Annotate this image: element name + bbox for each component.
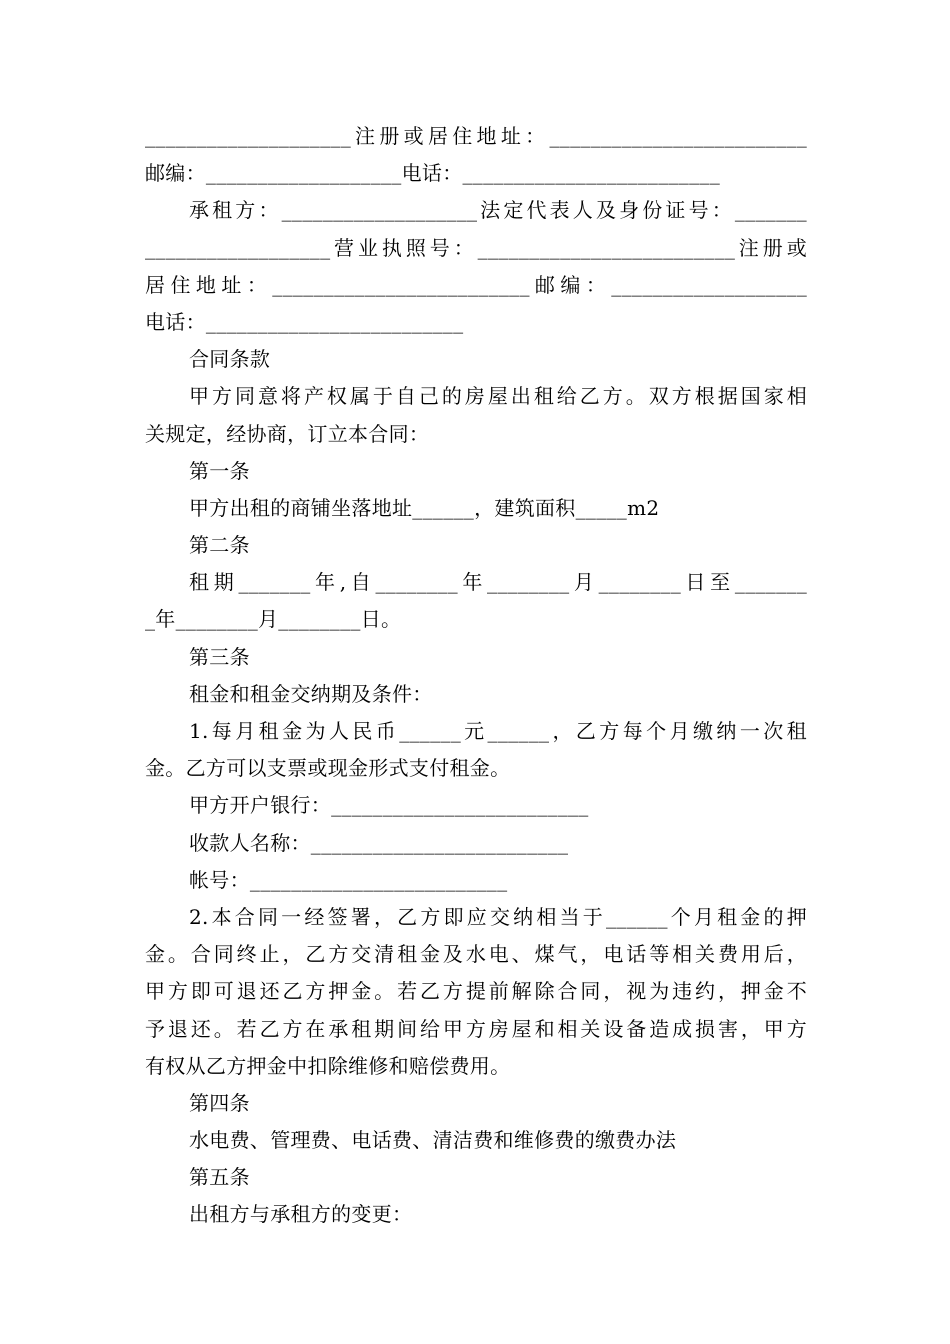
text-line: 租金和租金交纳期及条件： xyxy=(189,681,433,706)
document-body xyxy=(145,118,807,1234)
text-line: 合同条款 xyxy=(189,347,271,372)
text-line: 承租方：___________________法定代表人及身份证号：_______ xyxy=(189,198,807,223)
text-line: 帐号：_________________________ xyxy=(189,867,508,892)
text-line: 甲方出租的商铺坐落地址______，建筑面积_____m2 xyxy=(189,495,660,520)
text-line: 出租方与承租方的变更： xyxy=(189,1202,413,1227)
text-line: 1.每月租金为人民币______元______，乙方每个月缴纳一次租 xyxy=(189,719,807,743)
text-line: 金。合同终止，乙方交清租金及水电、煤气，电话等相关费用后， xyxy=(145,942,807,967)
text-line: 2.本合同一经签署，乙方即应交纳相当于______个月租金的押 xyxy=(189,904,807,929)
text-line: 水电费、管理费、电话费、清洁费和维修费的缴费办法 xyxy=(189,1128,677,1153)
text-line: 第一条 xyxy=(189,458,250,483)
text-line: 第二条 xyxy=(189,533,250,558)
document-page xyxy=(145,118,807,1234)
text-line: 予退还。若乙方在承租期间给甲方房屋和相关设备造成损害，甲方 xyxy=(145,1016,807,1041)
text-line: 第三条 xyxy=(189,644,250,669)
text-line: 租期_______年,自________年________月________日至_______ xyxy=(189,570,807,595)
text-line: 电话：_________________________ xyxy=(145,309,464,334)
text-line: _年________月________日。 xyxy=(145,607,402,632)
text-line: 第五条 xyxy=(189,1165,250,1190)
text-line: 邮编：___________________电话：_________________________ xyxy=(145,161,720,186)
text-line: 有权从乙方押金中扣除维修和赔偿费用。 xyxy=(145,1053,511,1078)
text-line: 金。乙方可以支票或现金形式支付租金。 xyxy=(145,756,511,781)
text-line: __________________营业执照号：_________________________注册或 xyxy=(145,235,807,260)
text-line: 甲方开户银行：_________________________ xyxy=(189,793,589,818)
text-line: ____________________注册或居住地址：_________________________ xyxy=(145,124,807,148)
text-line: 关规定，经协商，订立本合同： xyxy=(145,421,430,446)
text-line: 收款人名称：_________________________ xyxy=(189,830,569,855)
text-line: 甲方即可退还乙方押金。若乙方提前解除合同，视为违约，押金不 xyxy=(145,979,807,1004)
text-line: 第四条 xyxy=(189,1090,250,1115)
text-line: 居住地址：_________________________邮编：___________________ xyxy=(145,272,807,297)
text-line: 甲方同意将产权属于自己的房屋出租给乙方。双方根据国家相 xyxy=(189,384,807,409)
